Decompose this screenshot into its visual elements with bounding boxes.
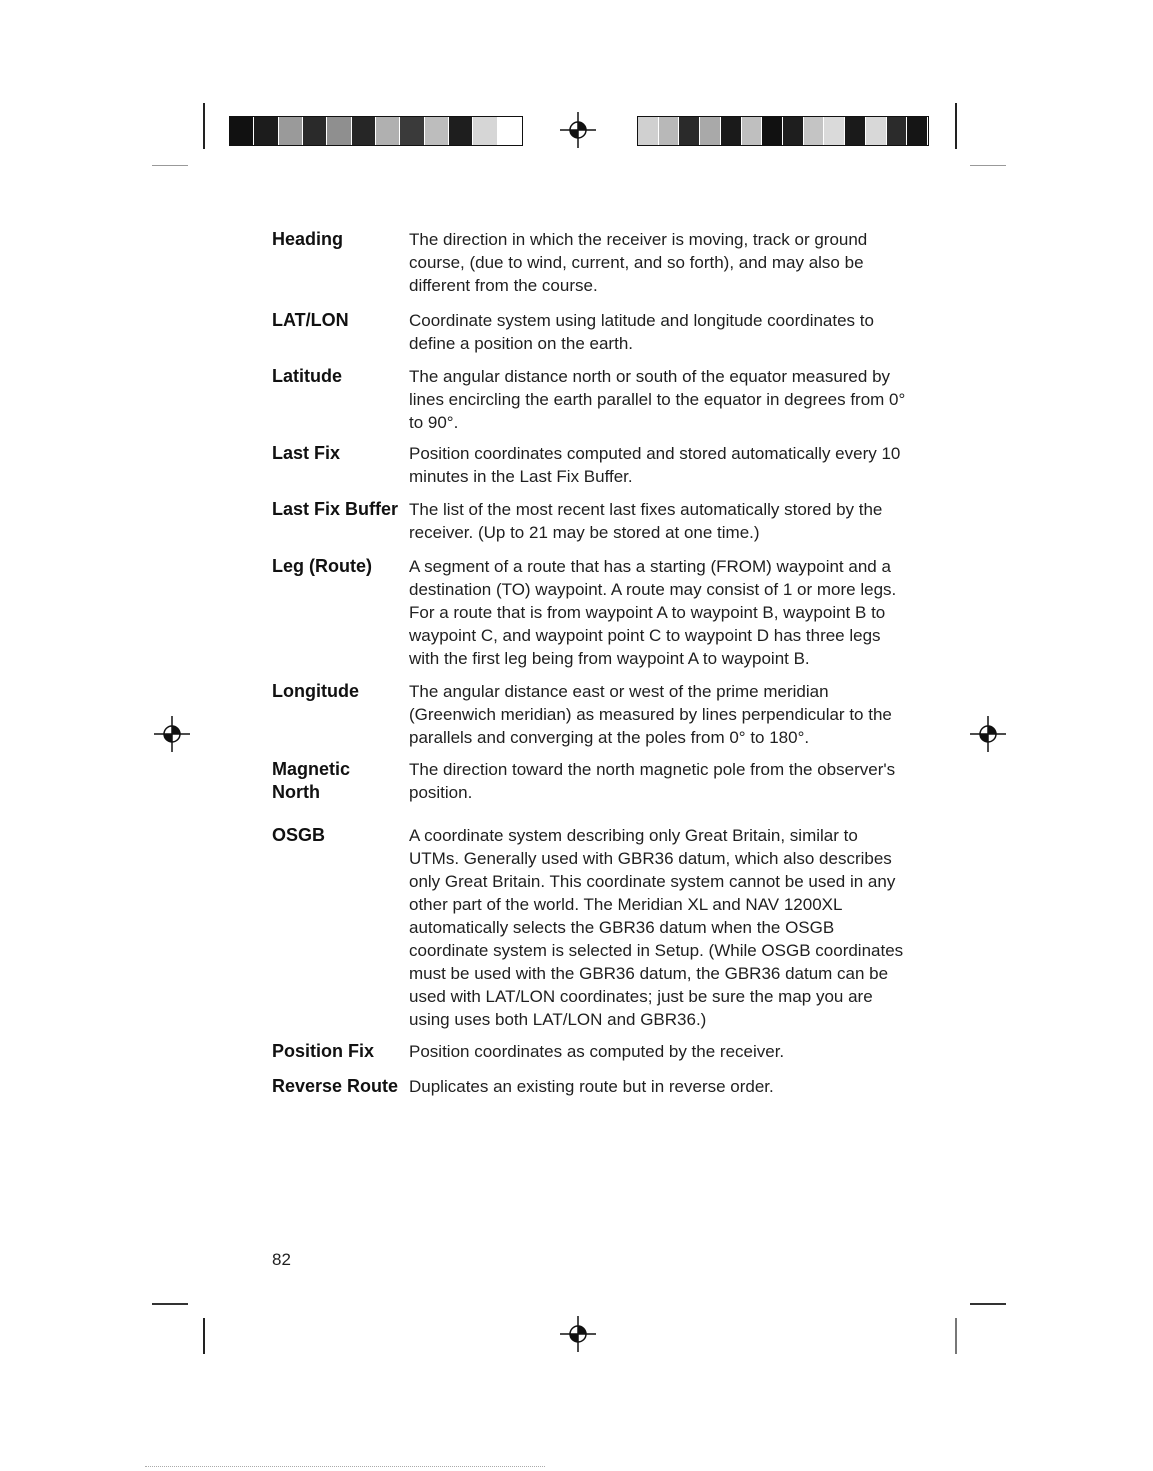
calibration-swatch bbox=[352, 117, 376, 145]
calibration-swatch bbox=[449, 117, 473, 145]
calibration-swatch bbox=[845, 117, 866, 145]
glossary-entry-reverse-route bbox=[272, 1075, 912, 1098]
glossary-definition: The list of the most recent last fixes automatically stored by the receiver. (Up to 21 may be stored at one time.) bbox=[409, 500, 883, 542]
crop-mark-bottom-left-horizontal bbox=[152, 1303, 188, 1305]
registration-mark-left-icon bbox=[154, 716, 190, 752]
calibration-swatch bbox=[887, 117, 908, 145]
calibration-swatch bbox=[425, 117, 449, 145]
glossary-definition: Position coordinates as computed by the receiver. bbox=[409, 1042, 785, 1061]
crop-mark-bottom-left-vertical bbox=[203, 1318, 205, 1354]
glossary-definition: Duplicates an existing route but in reverse order. bbox=[409, 1077, 774, 1096]
glossary-entry-heading bbox=[272, 228, 912, 297]
glossary-definition: The angular distance north or south of the equator measured by lines encircling the earth parallel to the equator in degrees from 0° to 90°. bbox=[409, 367, 906, 432]
calibration-swatch bbox=[679, 117, 700, 145]
glossary-entry-osgb bbox=[272, 824, 912, 1031]
crop-mark-bottom-right-vertical bbox=[955, 1318, 957, 1354]
calibration-swatch bbox=[907, 117, 928, 145]
calibration-swatch bbox=[473, 117, 497, 145]
calibration-swatch bbox=[783, 117, 804, 145]
glossary-term: Last Fix Buffer bbox=[272, 499, 399, 519]
calibration-swatch bbox=[721, 117, 742, 145]
glossary-term: Longitude bbox=[272, 681, 359, 701]
glossary-term: OSGB bbox=[272, 825, 326, 845]
crop-mark-top-right-horizontal bbox=[970, 165, 1006, 166]
glossary-entry-magnetic-north bbox=[272, 758, 912, 804]
glossary-definition: The direction toward the north magnetic pole from the observer's position. bbox=[409, 760, 896, 802]
registration-mark-top-icon bbox=[560, 112, 596, 148]
glossary-definition: A coordinate system describing only Great Britain, similar to UTMs. Generally used with GBR36 datum, which also describes only Great Britain. This coordinate system cannot be used in any other part of the world. The Meridian XL and NAV 1200XL automatically selects the GBR36 datum when the OSGB coordinate system is selected in Setup. (While OSGB coordinates must be used with the GBR36 datum, the GBR36 datum can be used with LAT/LON coordinates; just be sure the map you are using uses both LAT/LON and GBR36.) bbox=[409, 826, 904, 1029]
glossary-entry-position-fix bbox=[272, 1040, 912, 1063]
calibration-swatch bbox=[824, 117, 845, 145]
calibration-swatch bbox=[230, 117, 254, 145]
glossary-entry-latitude bbox=[272, 365, 912, 434]
glossary-definition: Position coordinates computed and stored automatically every 10 minutes in the Last Fix Buffer. bbox=[409, 444, 901, 486]
calibration-swatch bbox=[400, 117, 424, 145]
calibration-swatch bbox=[303, 117, 327, 145]
crop-mark-bottom-right-horizontal bbox=[970, 1303, 1006, 1305]
glossary-entry-last-fix-buffer bbox=[272, 498, 912, 544]
calibration-swatch bbox=[638, 117, 659, 145]
page-number: 82 bbox=[272, 1250, 291, 1269]
glossary-term: Heading bbox=[272, 229, 344, 249]
calibration-swatch bbox=[866, 117, 887, 145]
crop-mark-top-left-horizontal bbox=[152, 165, 188, 166]
calibration-swatch bbox=[327, 117, 351, 145]
glossary-term: Position Fix bbox=[272, 1041, 375, 1061]
glossary-term: LAT/LON bbox=[272, 310, 349, 330]
glossary-definition: Coordinate system using latitude and longitude coordinates to define a position on the earth. bbox=[409, 311, 874, 353]
calibration-swatch bbox=[376, 117, 400, 145]
scan-artifact-line bbox=[145, 1466, 545, 1468]
calibration-swatch bbox=[742, 117, 763, 145]
crop-mark-top-right-vertical bbox=[955, 103, 957, 149]
glossary-term: Leg (Route) bbox=[272, 556, 372, 576]
glossary-term: Last Fix bbox=[272, 443, 341, 463]
glossary-term: Reverse Route bbox=[272, 1076, 399, 1096]
calibration-swatch bbox=[254, 117, 278, 145]
calibration-swatch bbox=[700, 117, 721, 145]
glossary-definition: The angular distance east or west of the prime meridian (Greenwich meridian) as measured by lines perpendicular to the parallels and converging at the poles from 0° to 180°. bbox=[409, 682, 892, 747]
registration-mark-right-icon bbox=[970, 716, 1006, 752]
glossary-term: Magnetic North bbox=[272, 759, 351, 802]
calibration-swatch bbox=[762, 117, 783, 145]
calibration-swatch bbox=[804, 117, 825, 145]
glossary-entry-lat-lon bbox=[272, 309, 912, 355]
crop-mark-top-left-vertical bbox=[203, 103, 205, 149]
glossary-entry-longitude bbox=[272, 680, 912, 749]
glossary bbox=[272, 228, 912, 1098]
registration-mark-bottom-icon bbox=[560, 1316, 596, 1352]
calibration-swatch bbox=[659, 117, 680, 145]
glossary-entry-leg-route bbox=[272, 555, 912, 670]
glossary-term: Latitude bbox=[272, 366, 342, 386]
glossary-definition: The direction in which the receiver is moving, track or ground course, (due to wind, current, and so forth), and may also be different from the course. bbox=[409, 230, 868, 295]
color-calibration-bar-right bbox=[637, 116, 929, 146]
glossary-entry-last-fix bbox=[272, 442, 912, 488]
calibration-swatch bbox=[279, 117, 303, 145]
glossary-definition: A segment of a route that has a starting (FROM) waypoint and a destination (TO) waypoint. A route may consist of 1 or more legs. For a route that is from waypoint A to waypoint B, waypoint B to waypoint C, and waypoint point C to waypoint D has three legs with the first leg being from waypoint A to waypoint B. bbox=[409, 557, 897, 668]
color-calibration-bar-left bbox=[229, 116, 523, 146]
calibration-swatch bbox=[498, 117, 522, 145]
